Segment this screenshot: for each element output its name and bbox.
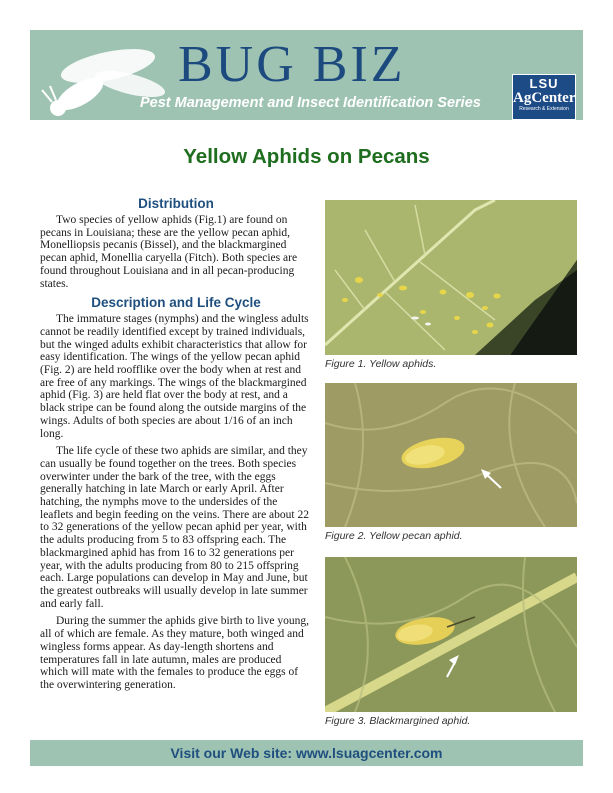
figure-3-caption: Figure 3. Blackmargined aphid.	[325, 715, 471, 727]
text-column	[40, 196, 312, 697]
distribution-paragraph: Two species of yellow aphids (Fig.1) are found on pecans in Louisiana; these are the yellow pecan aphid, Monelliopsis pecanis (Bissel), and the blackmargined pecan aphid, Monellia caryella (Fitch). Both species are found throughout Louisiana and in all pecan-producing states.	[40, 214, 298, 290]
figure-3-photo	[325, 557, 577, 712]
website-link[interactable]: Visit our Web site: www.lsuagcenter.com	[170, 745, 443, 761]
logo-line-2: AgCenter	[513, 90, 576, 106]
lsu-agcenter-logo[interactable]	[512, 74, 576, 120]
header-banner	[30, 30, 583, 120]
figure-2-photo	[325, 383, 577, 527]
heading-distribution: Distribution	[138, 196, 214, 211]
figure-1-photo	[325, 200, 577, 355]
description-paragraph-2: The life cycle of these two aphids are similar, and they can usually be found together on the trees. Both species overwinter under the bark of the tree, with the eggs generally hatching in late March or early April. After hatching, the nymphs move to the undersides of the leaflets and begin feeding on the veins. There are about 22 to 32 generations of the yellow pecan aphid per year, with the adults producing from 5 to 83 offspring each. The blackmargined aphid has from 16 to 32 generations per year, with the adults producing from 80 to 215 offspring each. Large populations can develop in May and June, but the greatest outbreaks will usually develop in late summer and early fall.	[40, 445, 309, 610]
footer-bar	[30, 740, 583, 766]
figure-2-caption: Figure 2. Yellow pecan aphid.	[325, 530, 463, 542]
logo-line-1: LSU	[529, 76, 559, 91]
description-paragraph-1: The immature stages (nymphs) and the wingless adults cannot be readily identified except by trained individuals, but the winged adults exhibit characteristics that allow for easy identification. The wings of the yellow pecan aphid (Fig. 2) are held roofflike over the body when at rest and are free of any markings. The wings of the blackmargined aphid (Fig. 3) are held flat over the body at rest, and a black stripe can be found along the outside margins of the wings. Adults of both species are about 1/16 of an inch long.	[40, 313, 309, 440]
description-paragraph-3: During the summer the aphids give birth to live young, all of which are female. As they mature, both winged and wingless forms appear. As day-length shortens and temperatures fall in late autumn, males are produced which will mate with the females to produce the eggs of the overwintering generation.	[40, 615, 309, 691]
series-subtitle: Pest Management and Insect Identification Series	[140, 95, 481, 111]
logo-line-3: Research & Extension	[519, 106, 569, 112]
figure-1-caption: Figure 1. Yellow aphids.	[325, 358, 437, 370]
page-title: Yellow Aphids on Pecans	[183, 145, 430, 168]
bug-biz-wordmark: BUG BIZ	[178, 36, 406, 93]
heading-description: Description and Life Cycle	[91, 295, 261, 311]
